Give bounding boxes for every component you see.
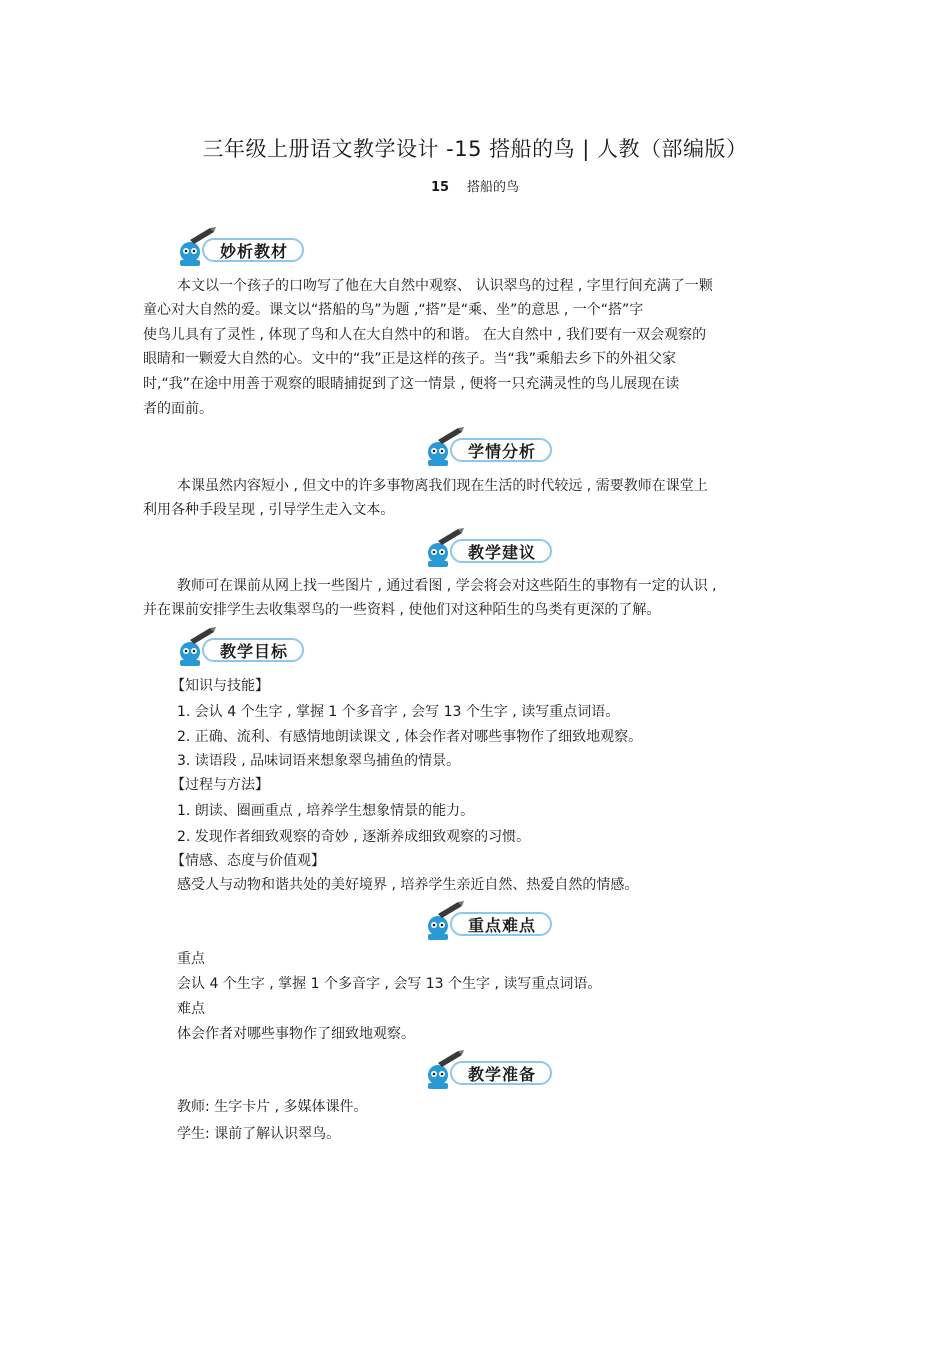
lesson-number: 15 (430, 180, 450, 195)
section-badge-suggestions (424, 527, 556, 571)
paragraph-line: 并在课前安排学生去收集翠鸟的一些资料 , 使他们对这种陌生的鸟类有更深的了解。 (143, 602, 661, 618)
paragraph-line: 者的面前。 (143, 401, 213, 417)
section-badge-learner (424, 426, 556, 470)
objective-group-heading: 【知识与技能】 (171, 678, 269, 694)
paragraph-line: 童心对大自然的爱。课文以“搭船的鸟”为题 ,“搭”是“乘、坐”的意思 , 一个“搭”字 (143, 302, 644, 318)
section-badge-analysis (176, 226, 308, 270)
paragraph-line: 眼睛和一颗爱大自然的心。文中的“我”正是这样的孩子。当“我”乘船去乡下的外祖父家 (143, 351, 677, 367)
section-badge-preparation (424, 1049, 556, 1093)
paragraph-line: 教师可在课前从网上找一些图片 , 通过看图 , 学会将会对这些陌生的事物有一定的认识 , (177, 578, 717, 594)
badge-label: 妙析教材 (219, 242, 288, 261)
badge-label: 教学目标 (219, 642, 288, 661)
objective-group-heading: 【情感、态度与价值观】 (171, 853, 325, 869)
key-text: 会认 4 个生字 , 掌握 1 个多音字 , 会写 13 个生字 , 读写重点词语。 (177, 976, 602, 992)
objective-item: 2. 发现作者细致观察的奇妙 , 逐渐养成细致观察的习惯。 (177, 829, 531, 845)
section-badge-objectives (176, 626, 308, 670)
student-prep: 学生: 课前了解认识翠鸟。 (177, 1126, 341, 1142)
lesson-subtitle (0, 176, 950, 195)
paragraph-line: 使鸟儿具有了灵性 , 体现了鸟和人在大自然中的和谐。 在大自然中 , 我们要有一双会观察的 (143, 327, 707, 343)
badge-label: 教学建议 (467, 543, 536, 562)
objective-item: 1. 会认 4 个生字 , 掌握 1 个多音字 , 会写 13 个生字 , 读写重点词语。 (177, 704, 620, 720)
badge-label: 重点难点 (467, 916, 536, 935)
paragraph-line: 本文以一个孩子的口吻写了他在大自然中观察、 认识翠鸟的过程 , 字里行间充满了一颗 (177, 278, 713, 294)
paragraph-line: 时,“我”在途中用善于观察的眼睛捕捉到了这一情景 , 便将一只充满灵性的鸟儿展现在读 (143, 376, 680, 392)
key-heading: 重点 (177, 951, 205, 967)
badge-label: 教学准备 (467, 1065, 536, 1084)
objective-item: 感受人与动物和谐共处的美好境界 , 培养学生亲近自然、热爱自然的情感。 (177, 877, 639, 893)
objective-group-heading: 【过程与方法】 (171, 777, 269, 793)
objective-item: 3. 读语段 , 品味词语来想象翠鸟捕鱼的情景。 (177, 753, 461, 769)
objective-item: 1. 朗读、圈画重点 , 培养学生想象情景的能力。 (177, 803, 475, 819)
paragraph-line: 利用各种手段呈现 , 引导学生走入文本。 (143, 502, 395, 518)
paragraph-line: 本课虽然内容短小 , 但文中的许多事物离我们现在生活的时代较远 , 需要教师在课堂上 (177, 478, 708, 494)
teacher-prep: 教师: 生字卡片 , 多媒体课件。 (177, 1099, 368, 1115)
lesson-name: 搭船的鸟 (467, 180, 520, 195)
section-badge-key-points (424, 900, 556, 944)
document-title: 三年级上册语文教学设计 -15 搭船的鸟 | 人教（部编版） (202, 137, 748, 161)
difficulty-text: 体会作者对哪些事物作了细致地观察。 (177, 1026, 415, 1042)
badge-label: 学情分析 (467, 442, 536, 461)
difficulty-heading: 难点 (177, 1001, 205, 1017)
objective-item: 2. 正确、流利、有感情地朗读课文 , 体会作者对哪些事物作了细致地观察。 (177, 729, 643, 745)
